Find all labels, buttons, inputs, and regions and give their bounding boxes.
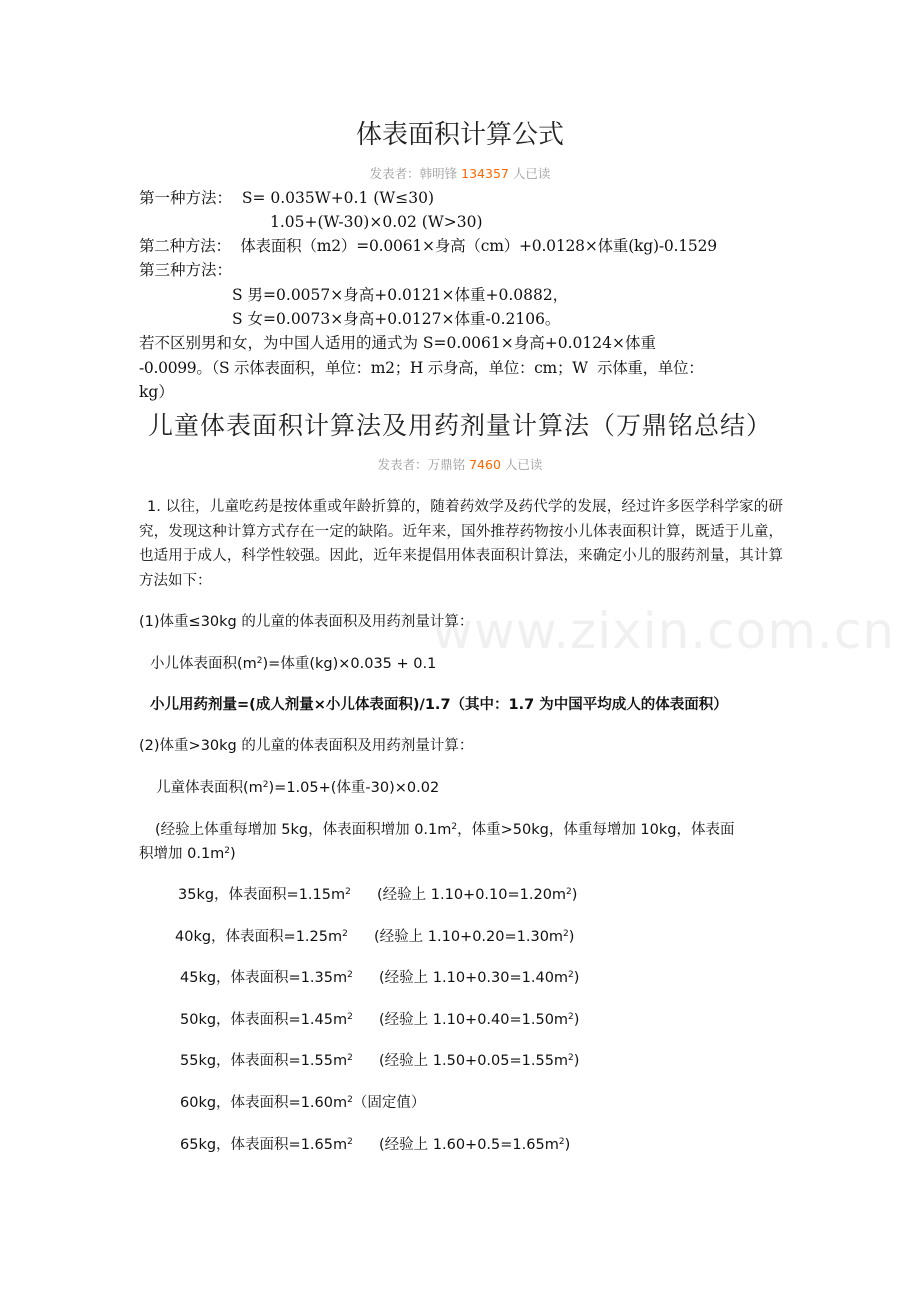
- method2-line: 第二种方法： 体表面积（m2）=0.0061×身高（cm）+0.0128×体重(kg)-0.1529: [139, 237, 717, 255]
- article1-read-suffix: 人已读: [512, 166, 551, 181]
- weight-row-60: 60kg，体表面积$=1.60m^2$（固定值）: [180, 1095, 426, 1111]
- weight-row-50-note: (经验上 $1.10+0.40=1.50m^2$): [379, 1012, 580, 1028]
- case1-formula: 小儿体表面积$(m^2)=$体重(kg)×0.035 + 0.1: [150, 656, 437, 672]
- article1-read-count: 134357: [461, 166, 509, 181]
- general-formula-line3: kg）: [139, 383, 174, 401]
- article2-read-count: 7460: [469, 457, 501, 472]
- case2-heading: (2)体重>30kg 的儿童的体表面积及用药剂量计算：: [139, 738, 474, 754]
- general-formula-line1: 若不区别男和女，为中国人适用的通式为 S=0.0061×身高+0.0124×体重: [139, 334, 656, 352]
- method3-male: S 男=0.0057×身高+0.0121×体重+0.0882，: [232, 286, 569, 304]
- general-formula-line2: -0.0099。（S 示体表面积，单位：m2；H 示身高，单位：cm；W 示体重，单位：: [139, 359, 704, 377]
- weight-row-55-note: (经验上 $1.50+0.05=1.55m^2$): [379, 1053, 580, 1069]
- weight-row-45-note: (经验上 $1.10+0.30=1.40m^2$): [379, 970, 580, 986]
- method1-line1: 第一种方法： S= 0.035W+0.1 (W≤30): [139, 189, 434, 207]
- article2-meta: [0, 455, 920, 473]
- article1-title: 体表面积计算公式: [355, 120, 564, 150]
- weight-row-65-note: (经验上 $1.60+0.5=1.65m^2$): [379, 1137, 571, 1153]
- weight-row-40-note: (经验上 $1.10+0.20=1.30m^2$): [374, 929, 575, 945]
- case2-formula: 儿童体表面积$(m^2)=1.05+$(体重-30)×0.02: [156, 780, 440, 796]
- dose-formula: 小儿用药剂量=(成人剂量×小儿体表面积)/1.7（其中：1.7 为中国平均成人的体表面积）: [150, 697, 728, 713]
- weight-row-40: 40kg，体表面积$=1.25m^2$: [175, 929, 348, 945]
- intro-paragraph: 1. 以往，儿童吃药是按体重或年龄折算的，随着药效学及药代学的发展，经过许多医学科学家的研究，发现这种计算方式存在一定的缺陷。近年来，国外推荐药物按小儿体表面积计算，既适于儿童，也适用于成人，科学性较强。因此，近年来提倡用体表面积计算法，来确定小儿的服药剂量，其计算方法如下：: [139, 499, 783, 589]
- watermark: www.zixin.com.cn: [432, 602, 896, 660]
- article1-meta: [0, 164, 920, 182]
- weight-row-65: 65kg，体表面积$=1.65m^2$: [180, 1137, 353, 1153]
- weight-row-50: 50kg，体表面积$=1.45m^2$: [180, 1012, 353, 1028]
- article1-author: 发表者：韩明锋: [369, 166, 458, 181]
- article2-title: 儿童体表面积计算法及用药剂量计算法（万鼎铭总结）: [147, 411, 772, 440]
- experience-line1: (经验上体重每增加 5kg，体表面积增加 $0.1m^2$，体重>50kg，体重每增加 10kg，体表面: [155, 822, 735, 838]
- weight-row-55: 55kg，体表面积$=1.55m^2$: [180, 1053, 353, 1069]
- weight-row-35: 35kg，体表面积$=1.15m^2$: [178, 887, 351, 903]
- experience-line2: 积增加 $0.1m^2$): [139, 846, 236, 862]
- method1-line2: 1.05+(W-30)×0.02 (W>30): [270, 213, 483, 231]
- weight-row-35-note: (经验上 $1.10+0.10=1.20m^2$): [377, 887, 578, 903]
- fixed-value-note: （固定值）: [352, 1095, 426, 1111]
- method3-female: S 女=0.0073×身高+0.0127×体重-0.2106。: [232, 310, 561, 328]
- weight-row-45: 45kg，体表面积$=1.35m^2$: [180, 970, 353, 986]
- case1-heading: (1)体重≤30kg 的儿童的体表面积及用药剂量计算：: [139, 614, 474, 630]
- method3-heading: 第三种方法：: [139, 261, 233, 279]
- article2-read-suffix: 人已读: [504, 457, 543, 472]
- article2-author: 发表者：万鼎铭: [377, 457, 466, 472]
